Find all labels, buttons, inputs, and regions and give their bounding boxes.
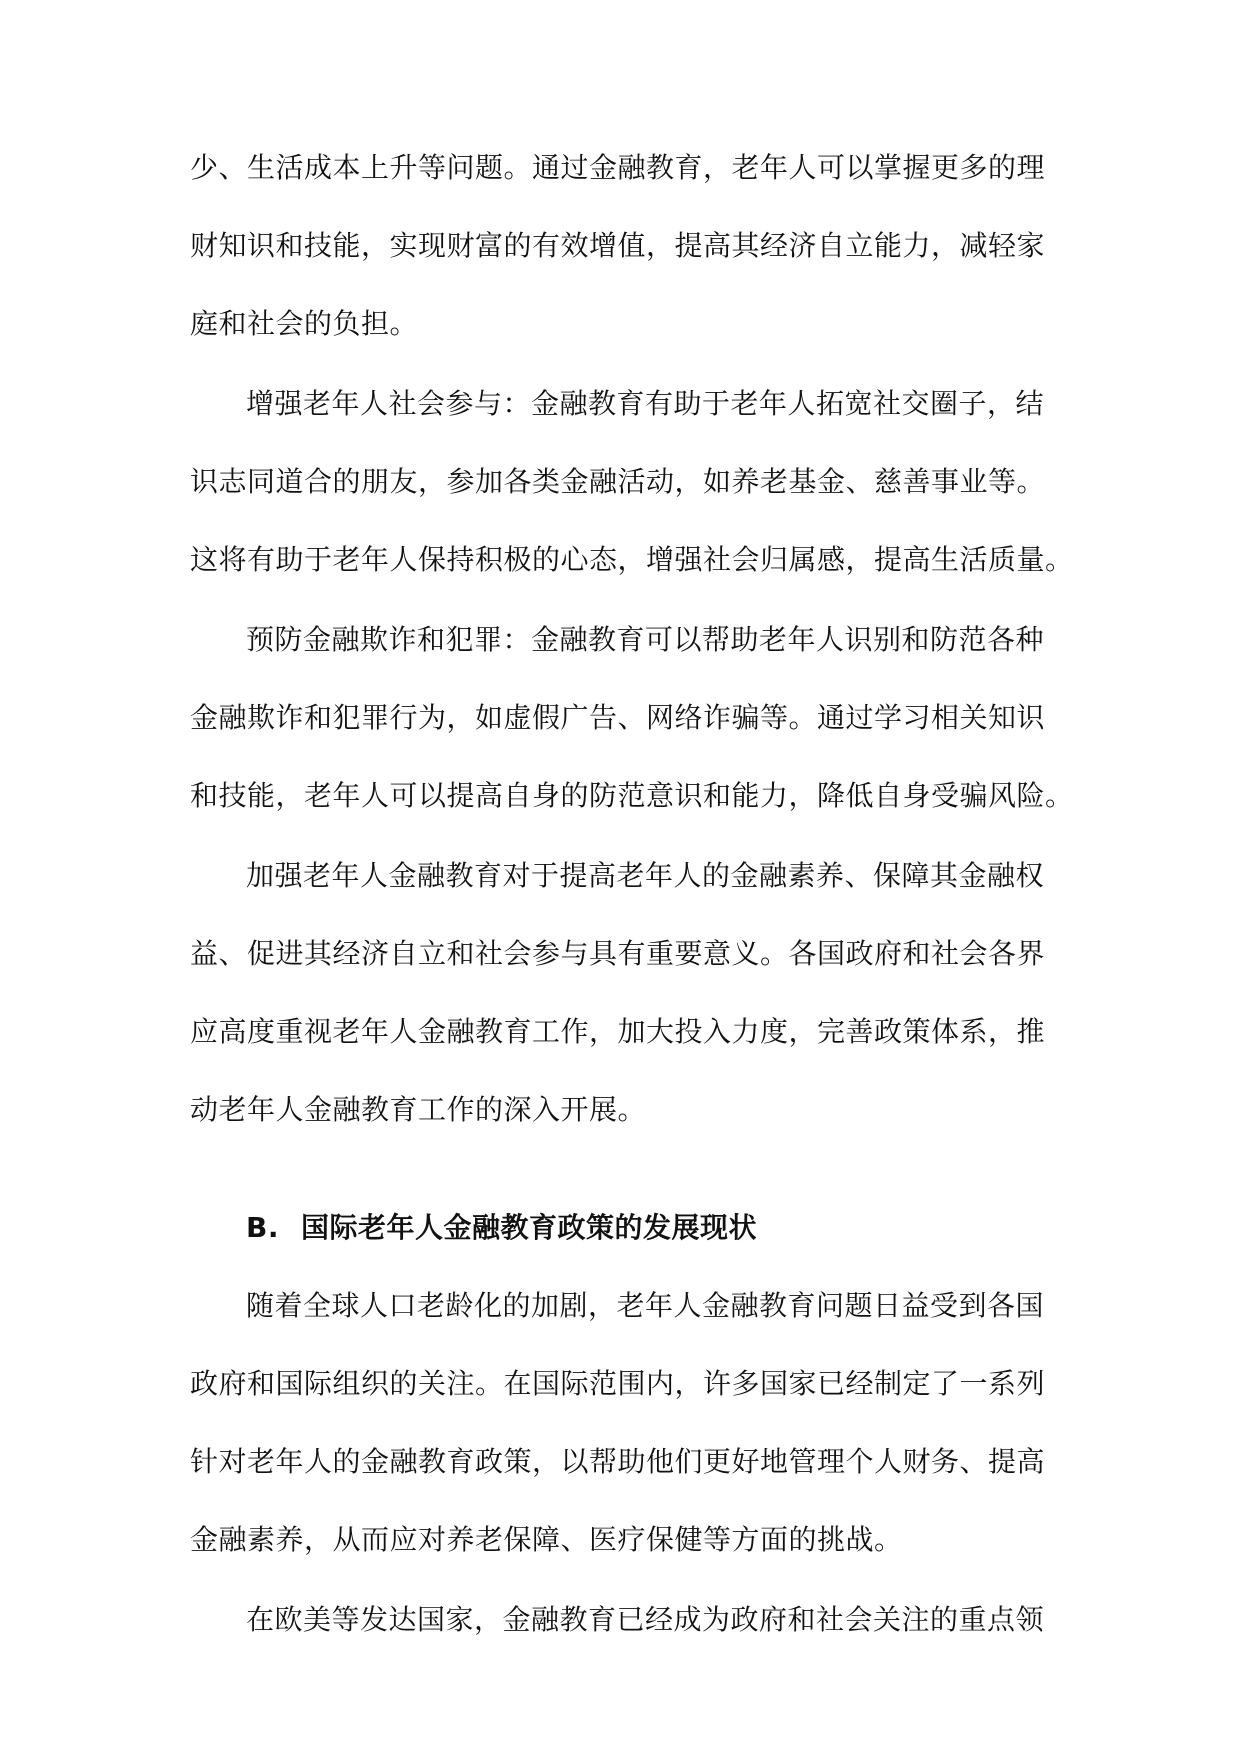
section-heading-title: 国际老年人金融教育政策的发展现状 <box>300 1211 757 1244</box>
paragraph-line: 随着全球人口老龄化的加剧，老年人金融教育问题日益受到各国 <box>246 1289 1045 1322</box>
paragraph-line: 在欧美等发达国家，金融教育已经成为政府和社会关注的重点领 <box>246 1603 1045 1636</box>
paragraph-line: 和技能，老年人可以提高自身的防范意识和能力，降低自身受骗风险。 <box>190 779 1074 812</box>
paragraph-line: 金融素养，从而应对养老保障、医疗保健等方面的挑战。 <box>190 1523 903 1556</box>
paragraph-line: 识志同道合的朋友，参加各类金融活动，如养老基金、慈善事业等。 <box>190 465 1046 498</box>
paragraph-line: 金融欺诈和犯罪行为，如虚假广告、网络诈骗等。通过学习相关知识 <box>190 701 1046 734</box>
paragraph-line: 少、生活成本上升等问题。通过金融教育，老年人可以掌握更多的理 <box>190 151 1046 184</box>
paragraph-line: 政府和国际组织的关注。在国际范围内，许多国家已经制定了一系列 <box>190 1367 1046 1400</box>
paragraph-line: 应高度重视老年人金融教育工作，加大投入力度，完善政策体系，推 <box>190 1015 1046 1048</box>
paragraph-line: 益、促进其经济自立和社会参与具有重要意义。各国政府和社会各界 <box>190 937 1046 970</box>
paragraph-line: 增强老年人社会参与：金融教育有助于老年人拓宽社交圈子，结 <box>246 387 1045 420</box>
paragraph-line: 庭和社会的负担。 <box>190 307 419 340</box>
paragraph-line: 财知识和技能，实现财富的有效增值，提高其经济自立能力，减轻家 <box>190 229 1046 262</box>
section-heading <box>246 1208 757 1248</box>
section-heading-label: B. <box>246 1211 279 1244</box>
paragraph-line: 预防金融欺诈和犯罪：金融教育可以帮助老年人识别和防范各种 <box>246 623 1045 656</box>
paragraph-line: 这将有助于老年人保持积极的心态，增强社会归属感，提高生活质量。 <box>190 543 1074 576</box>
paragraph-line: 动老年人金融教育工作的深入开展。 <box>190 1093 647 1126</box>
paragraph-line: 针对老年人的金融教育政策，以帮助他们更好地管理个人财务、提高 <box>190 1445 1046 1478</box>
paragraph-line: 加强老年人金融教育对于提高老年人的金融素养、保障其金融权 <box>246 859 1045 892</box>
